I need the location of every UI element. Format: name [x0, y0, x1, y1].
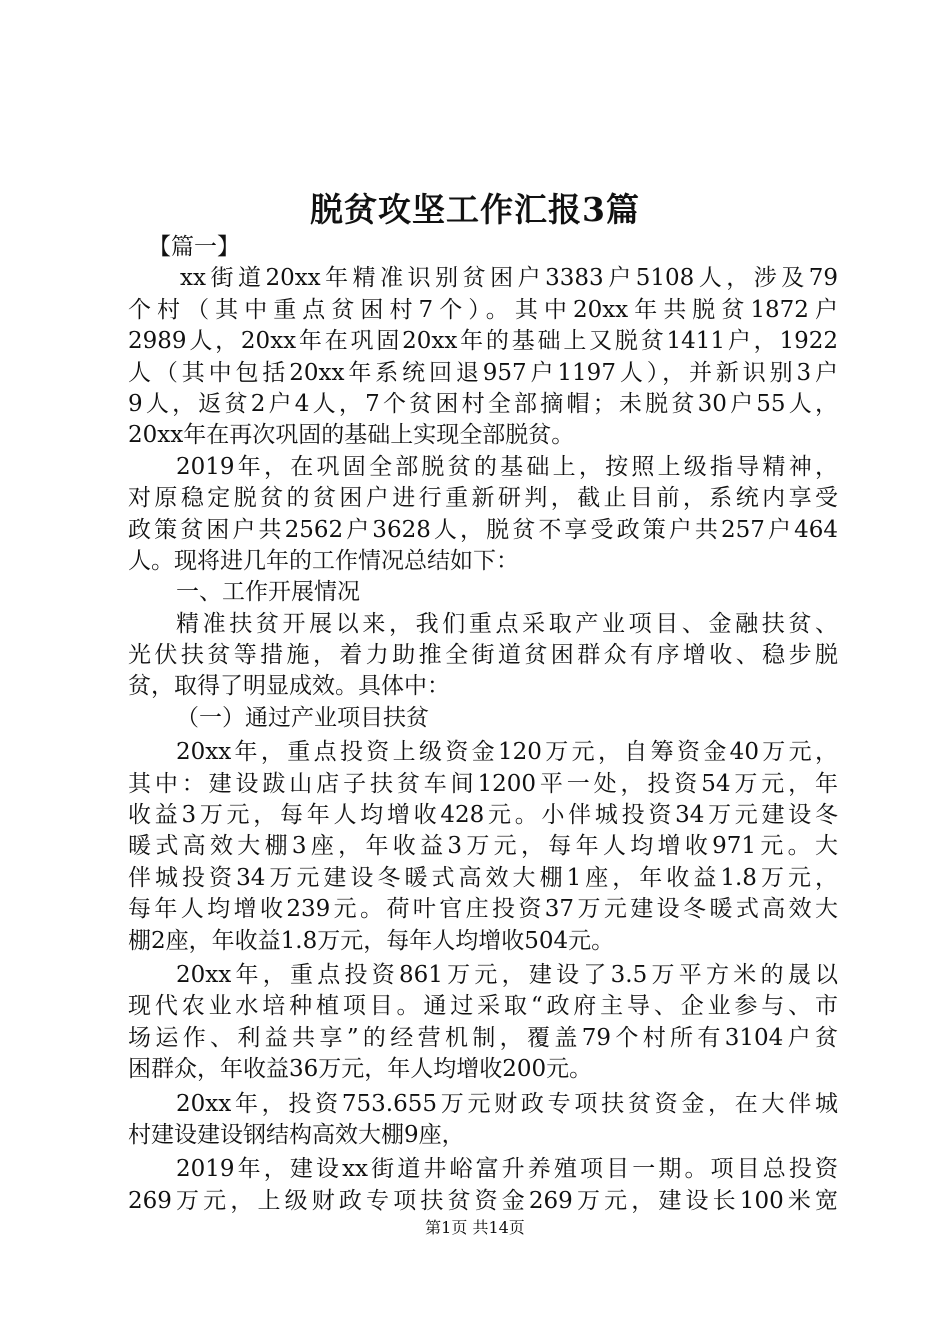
document-body	[128, 232, 838, 1217]
paragraph-line: 收益3万元，每年人均增收428元。小伴城投资34万元建设冬	[128, 802, 838, 829]
paragraph-line: 场运作、利益共享”的经营机制，覆盖79个村所有3104户贫	[128, 1024, 838, 1051]
paragraph-line: 20xx年在再次巩固的基础上实现全部脱贫。	[128, 422, 575, 449]
paragraph-line: 269万元，上级财政专项扶贫资金269万元，建设长100米宽	[128, 1187, 838, 1214]
paragraph-line: 光伏扶贫等措施，着力助推全街道贫困群众有序增收、稳步脱	[128, 642, 838, 669]
paragraph-line: 2989人，20xx年在巩固20xx年的基础上又脱贫1411户，1922	[128, 328, 838, 355]
document-title: 脱贫攻坚工作汇报3篇	[310, 190, 640, 229]
paragraph-line: 20xx年，重点投资上级资金120万元，自筹资金40万元，	[176, 739, 838, 766]
paragraph-line: 20xx年，投资753.655万元财政专项扶贫资金，在大伴城	[176, 1090, 838, 1117]
paragraph-line: 精准扶贫开展以来，我们重点采取产业项目、金融扶贫、	[176, 610, 838, 637]
paragraph-line: 2019年，建设xx街道井峪富升养殖项目一期。项目总投资	[176, 1156, 838, 1183]
paragraph-line: 困群众，年收益36万元，年人均增收200元。	[128, 1056, 593, 1083]
paragraph-line: 20xx年，重点投资861万元，建设了3.5万平方米的晟以	[176, 961, 838, 988]
paragraph-line: 人（其中包括20xx年系统回退957户1197人），并新识别3户	[128, 359, 838, 386]
paragraph-line: 现代农业水培种植项目。通过采取“政府主导、企业参与、市	[128, 993, 838, 1020]
paragraph-line: 9人，返贫2户4人，7个贫困村全部摘帽；未脱贫30户55人，	[128, 390, 838, 417]
paragraph-line: 棚2座，年收益1.8万元，每年人均增收504元。	[128, 927, 615, 954]
paragraph-line: xx街道20xx年精准识别贫困户3383户5108人，涉及79	[180, 265, 838, 292]
paragraph-line: 对原稳定脱贫的贫困户进行重新研判，截止目前，系统内享受	[128, 485, 838, 512]
paragraph-line: 伴城投资34万元建设冬暖式高效大棚1座，年收益1.8万元，	[128, 864, 838, 891]
paragraph-line: 每年人均增收239元。荷叶官庄投资37万元建设冬暖式高效大	[128, 896, 838, 923]
subsection-heading: 一、工作开展情况	[176, 579, 360, 606]
paragraph-line: 个村（其中重点贫困村7个）。其中20xx年共脱贫1872户	[128, 296, 838, 323]
paragraph-line: 贫，取得了明显成效。具体中：	[128, 673, 450, 700]
section-heading: 【篇一】	[148, 234, 240, 260]
paragraph-line: 人。现将进几年的工作情况总结如下：	[128, 547, 519, 574]
page-footer: 第1页 共14页	[425, 1218, 525, 1237]
subsection-heading: （一）通过产业项目扶贫	[176, 704, 429, 731]
paragraph-line: 政策贫困户共2562户3628人，脱贫不享受政策户共257户464	[128, 516, 838, 543]
paragraph-line: 其中：建设跋山店子扶贫车间1200平一处，投资54万元，年	[128, 770, 838, 797]
paragraph-line: 暖式高效大棚3座，年收益3万元，每年人均增收971元。大	[128, 833, 838, 860]
paragraph-line: 村建设建设钢结构高效大棚9座，	[128, 1121, 465, 1148]
paragraph-line: 2019年，在巩固全部脱贫的基础上，按照上级指导精神，	[176, 453, 838, 480]
